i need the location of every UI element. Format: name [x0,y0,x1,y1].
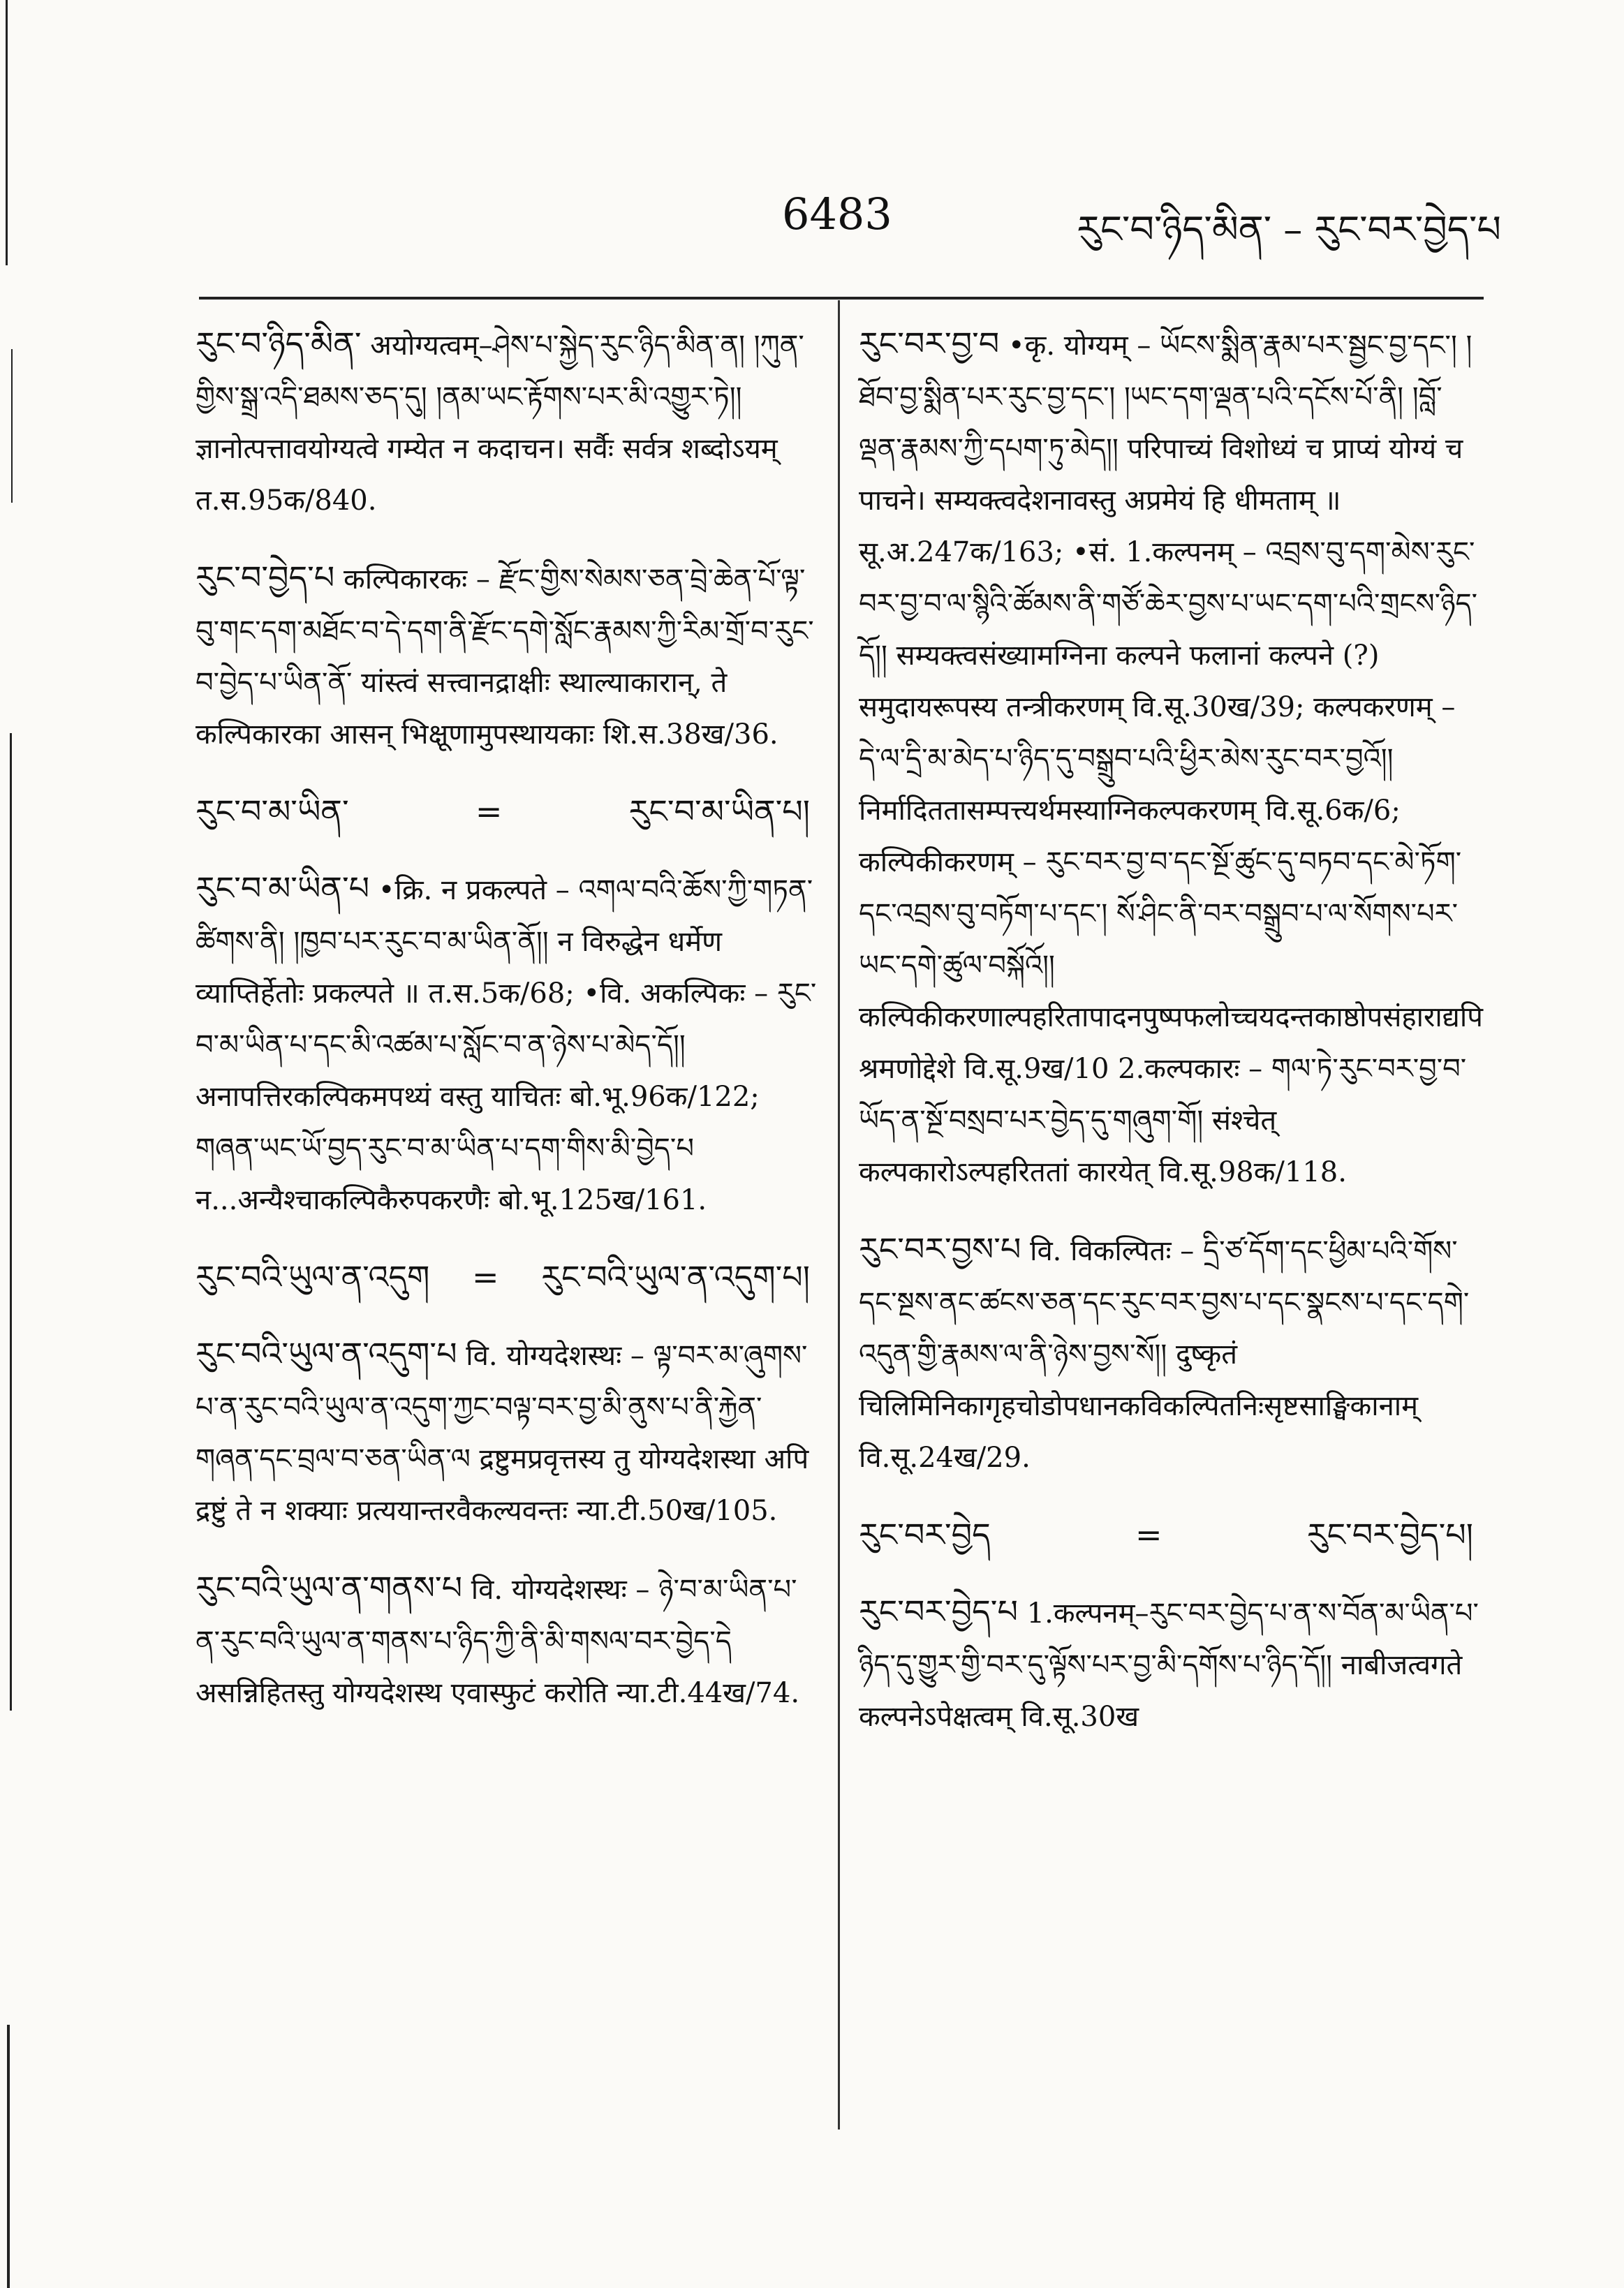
cross-reference-entry [859,1509,1480,1560]
right-column [859,318,1483,1768]
scan-edge-line [10,733,12,1711]
entry-headword: རུང་བ་བྱེད་པ [195,559,335,596]
entry-headword: རུང་བར་བྱ་བ [859,325,1000,362]
scan-edge-line [11,349,13,503]
equals-sign: = [1135,1516,1162,1553]
entry-body: 1.कल्पनम्–རུང་བར་བྱེད་པ་ན་ས་བོན་མ་ཡིན་པ་ཉིད་དུ་གྱུར་གྱི་བར་དུ་ལྟོས་པར་བྱ་མི་དགོས་པ་ཉིད་དོ།། नाबीजत्वगते कल्पनेऽपेक्षत्वम् वि.सू.30ख [859,1597,1479,1733]
entry-headword: རུང་བའི་ཡུལ་ན་འདུག་པ [195,1335,457,1373]
left-column [195,318,817,1744]
entry-body: वि. योग्यदेशस्थः – ཉེ་བ་མ་ཡིན་པ་ན་རུང་བའི་ཡུལ་ན་གནས་པ་ཉིད་ཀྱི་ནི་མི་གསལ་བར་བྱེད་དེ असन्निहितस्तु योग्यदेशस्थ एवास्फुटं करोति न्या.टी.44ख/74. [195,1574,800,1709]
running-head: རུང་བ་ཉིད་མིན་ – རུང་བར་བྱེད་པ [1077,207,1501,251]
dictionary-entry [195,318,817,526]
entry-body: •कृ. योग्यम् – ཡོངས་སྨིན་རྣམ་པར་སྦྱང་བྱ་དང་། །ཐོབ་བྱ་སྨིན་པར་རུང་བྱ་དང་། །ཡང་དག་ལྡན་པའི་དངོས་པོ་ནི། །བློ་ལྡན་རྣམས་ཀྱི་དཔག་ཏུ་མེད།། परिपाच्यं विशोध्यं च प्राप्यं योग्यं च पाचने। सम्यक्त्वदेशनावस्तु अप्रमेयं हि धीमताम् ॥ सू.अ.247क/163; •सं. 1.कल्पनम् – འབྲས་བུ་དག་མེས་རུང་བར་བྱ་བ་ལ་སྙིའི་ཚོམས་ནི་གཙོ་ཆེར་བྱས་པ་ཡང་དག་པའི་གྲངས་ཉིད་དོ།། सम्यक्त्वसंख्यामग्निना कल्पने फलानां कल्पने (?) समुदायरूपस्य तन्त्रीकरणम् वि.सू.30ख/39; कल्पकरणम् – དེ་ལ་དྲི་མ་མེད་པ་ཉིད་དུ་བསྒྲུབ་པའི་ཕྱིར་མེས་རུང་བར་བྱའོ།། निर्मादिततासम्पत्त्यर्थमस्याग्निकल्पकरणम् वि.सू.6क/6; कल्पिकीकरणम् – རུང་བར་བྱ་བ་དང་སྔོ་ཚུང་དུ་བཏབ་དང་མེ་ཏོག་དང་འབྲས་བུ་བཏོག་པ་དང་། སོ་ཤིང་ནི་བར་བསྒྲུབ་པ་ལ་སོགས་པར་ཡང་དགེ་ཚུལ་བསྐོའོ།། कल्पिकीकरणाल्पहरितापादनपुष्पफलोच्चयदन्तकाष्ठोपसंहाराद्यपि श्रमणोद्देशे वि.सू.9ख/10 2.कल्पकारः – གལ་ཏེ་རུང་བར་བྱ་བ་ཡོད་ན་སྔོ་བསྲབ་པར་བྱེད་དུ་གཞུག་གོ། संश्चेत् कल्पकारोऽल्पहरिततां कारयेत् वि.सू.98क/118. [859,330,1483,1188]
entry-headword: རུང་བར་བྱས་པ [859,1230,1021,1268]
dictionary-entry [859,1586,1480,1743]
scan-edge-line [7,2025,10,2288]
entry-headword: རུང་བར་བྱེད་པ [859,1593,1018,1630]
cross-reference-entry [195,785,817,837]
dictionary-entry [195,1328,817,1537]
entry-body: अयोग्यत्वम्–ཤེས་པ་སྐྱེད་རུང་ཉིད་མིན་ན། །ཀུན་གྱིས་སྒྲ་འདི་ཐམས་ཅད་དུ། །ནམ་ཡང་རྟོགས་པར་མི་འགྱུར་ཏེ།། ज्ञानोत्पत्तावयोग्यत्वे गम्येत न कदाचन। सर्वैः सर्वत्र शब्दोऽयम् त.स.95क/840. [195,330,804,517]
entry-body: वि. योग्यदेशस्थः – ལྟ་བར་མ་ཞུགས་པ་ན་རུང་བའི་ཡུལ་ན་འདུག་ཀྱང་བལྟ་བར་བྱ་མི་ནུས་པ་ནི་རྐྱེན་གཞན་དང་བྲལ་བ་ཅན་ཡིན་ལ द्रष्टुमप्रवृत्तस्य तु योग्यदेशस्था अपि द्रष्टुं ते न शक्याः प्रत्ययान्तरवैकल्यवन्तः न्या.टी.50ख/105. [195,1340,809,1527]
header-rule [199,297,1484,300]
cross-reference-target: རུང་བའི་ཡུལ་ན་འདུག་པ། [541,1258,810,1296]
cross-reference-entry [195,1251,817,1303]
dictionary-entry [195,552,817,760]
scan-edge-line [6,0,8,265]
entry-body: कल्पिकारकः – རྫོང་གྱིས་སེམས་ཅན་བྲེ་ཆེན་པོ་ལྟ་བུ་གང་དག་མཐོང་བ་དེ་དག་ནི་རྫོང་དགེ་སློང་རྣམས་ཀྱི་རིམ་གྲོ་བ་རུང་བ་བྱེད་པ་ཡིན་ནོ་ यांस्त्वं सत्त्वानद्राक्षीः स्थाल्याकारान्, ते कल्पिकारका आसन् भिक्षूणामुपस्थायकाः शि.स.38ख/36. [195,563,814,751]
entry-body: वि. विकल्पितः – དྲི་ཙ་དོག་དང་ཕྱིམ་པའི་གོས་དང་སྔས་ནང་ཚངས་ཅན་དང་རུང་བར་བྱས་པ་དང་སྣངས་པ་དང་དགེ་འདུན་གྱི་རྣམས་ལ་ནི་ཉེས་བྱས་སོ།། दुष्कृतं चिलिमिनिकागृहचोडोपधानकविकल्पितनिःसृष्टसाङ्घिकानाम् वि.सू.24ख/29. [859,1235,1470,1474]
cross-reference-target: རུང་བ་མ་ཡིན་པ། [628,792,810,830]
entry-headword: རུང་བར་བྱེད [859,1516,991,1553]
equals-sign: = [475,792,503,830]
entry-headword: རུང་བ་མ་ཡིན་པ [195,869,370,907]
page-number: 6483 [782,189,892,239]
equals-sign: = [472,1258,499,1296]
dictionary-entry [859,318,1483,1198]
dictionary-entry [195,862,817,1226]
entry-headword: རུང་བའི་ཡུལ་ན་གནས་པ [195,1569,463,1607]
cross-reference-target: རུང་བར་བྱེད་པ། [1306,1516,1473,1553]
entry-headword: རུང་བ་མ་ཡིན་ [195,792,349,830]
entry-body: •क्रि. न प्रकल्पते – འགལ་བའི་ཆོས་ཀྱི་གཏན་ཚིགས་ནི། །ཁྱབ་པར་རུང་བ་མ་ཡིན་ནོ།། न विरुद्धेन धर्मेण व्याप्तिर्हेतोः प्रकल्पते ॥ त.स.5क/68; •वि. अकल्पिकः – རུང་བ་མ་ཡིན་པ་དང་མི་འཚམ་པ་སློང་བ་ན་ཉེས་པ་མེད་དོ།། अनापत्तिरकल्पिकमपथ्यं वस्तु याचितः बो.भू.96क/122; གཞན་ཡང་ཡོ་བྱད་རུང་བ་མ་ཡིན་པ་དག་གིས་མི་བྱེད་པ न...अन्यैश्चाकल्पिकैरुपकरणैः बो.भू.125ख/161. [195,874,817,1216]
entry-headword: རུང་བ་ཉིད་མིན་ [195,325,362,362]
dictionary-entry [195,1562,817,1719]
dictionary-entry [859,1223,1480,1484]
column-divider [838,300,840,2130]
entry-headword: རུང་བའི་ཡུལ་ན་འདུག [195,1258,430,1296]
